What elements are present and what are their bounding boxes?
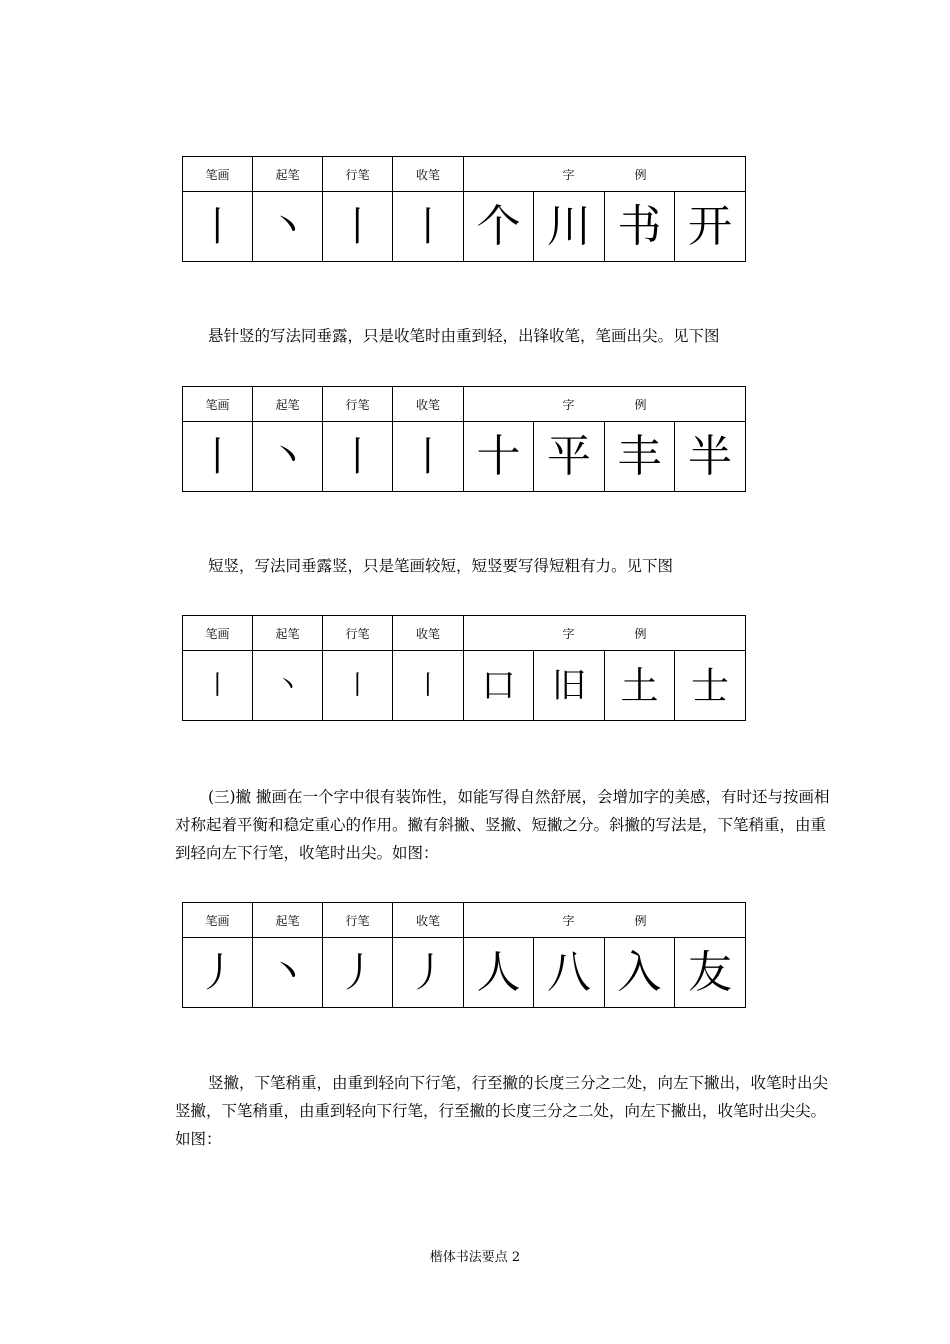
header-end: 收笔 (393, 616, 464, 651)
stroke-table-4 (182, 902, 746, 1008)
paragraph-2: 短竖，写法同垂露竖，只是笔画较短，短竖要写得短粗有力。见下图 (208, 557, 674, 575)
stroke-glyph: 丿 (183, 938, 253, 1008)
example-char: 书 (605, 192, 675, 262)
end-glyph: 丿 (393, 938, 464, 1008)
stroke-glyph: 丨 (183, 651, 253, 721)
move-glyph: 丨 (323, 651, 393, 721)
example-char: 开 (675, 192, 746, 262)
example-char: 土 (605, 651, 675, 721)
page-footer: 楷体书法要点 2 (429, 1250, 521, 1265)
header-start: 起笔 (253, 903, 323, 938)
header-stroke: 笔画 (183, 157, 253, 192)
header-move: 行笔 (323, 903, 393, 938)
start-glyph: 丶 (253, 938, 323, 1008)
end-glyph: 丨 (393, 651, 464, 721)
header-start: 起笔 (253, 157, 323, 192)
header-examples: 字 例 (464, 157, 746, 192)
example-char: 个 (464, 192, 534, 262)
header-stroke: 笔画 (183, 616, 253, 651)
paragraph-4: 竖撇，下笔稍重，由重到轻向下行笔，行至撇的长度三分之二处，向左下撇出，收笔时出尖竖撇，下笔稍重，由重到轻向下行笔，行至撇的长度三分之二处，向左下撇出，收笔时出尖尖。如图： (175, 1074, 829, 1148)
header-examples: 字 例 (464, 387, 746, 422)
paragraph-1: 悬针竖的写法同垂露，只是收笔时由重到轻，出锋收笔，笔画出尖。见下图 (208, 327, 720, 345)
start-glyph: 丶 (253, 651, 323, 721)
paragraph-3: (三)撇 撇画在一个字中很有装饰性，如能写得自然舒展，会增加字的美感，有时还与按画相对称起着平衡和稳定重心的作用。撇有斜撇、竖撇、短撇之分。斜撇的写法是，下笔稍重，由重到轻向左下行笔，收笔时出尖。如图： (175, 788, 830, 862)
header-examples: 字 例 (464, 903, 746, 938)
example-char: 士 (675, 651, 746, 721)
stroke-table-1 (182, 156, 746, 262)
move-glyph: 丨 (323, 422, 393, 492)
example-char: 口 (464, 651, 534, 721)
example-char: 川 (534, 192, 605, 262)
end-glyph: 丨 (393, 422, 464, 492)
header-start: 起笔 (253, 616, 323, 651)
example-char: 友 (675, 938, 746, 1008)
header-move: 行笔 (323, 157, 393, 192)
example-char: 丰 (605, 422, 675, 492)
stroke-glyph: 丨 (183, 192, 253, 262)
example-char: 旧 (534, 651, 605, 721)
move-glyph: 丿 (323, 938, 393, 1008)
header-stroke: 笔画 (183, 903, 253, 938)
header-move: 行笔 (323, 387, 393, 422)
header-end: 收笔 (393, 157, 464, 192)
example-char: 入 (605, 938, 675, 1008)
move-glyph: 丨 (323, 192, 393, 262)
header-move: 行笔 (323, 616, 393, 651)
example-char: 半 (675, 422, 746, 492)
example-char: 平 (534, 422, 605, 492)
header-examples: 字 例 (464, 616, 746, 651)
example-char: 八 (534, 938, 605, 1008)
header-end: 收笔 (393, 387, 464, 422)
start-glyph: 丶 (253, 192, 323, 262)
end-glyph: 丨 (393, 192, 464, 262)
header-stroke: 笔画 (183, 387, 253, 422)
example-char: 人 (464, 938, 534, 1008)
start-glyph: 丶 (253, 422, 323, 492)
stroke-table-3 (182, 615, 746, 721)
stroke-glyph: 丨 (183, 422, 253, 492)
stroke-table-2 (182, 386, 746, 492)
example-char: 十 (464, 422, 534, 492)
header-end: 收笔 (393, 903, 464, 938)
header-start: 起笔 (253, 387, 323, 422)
